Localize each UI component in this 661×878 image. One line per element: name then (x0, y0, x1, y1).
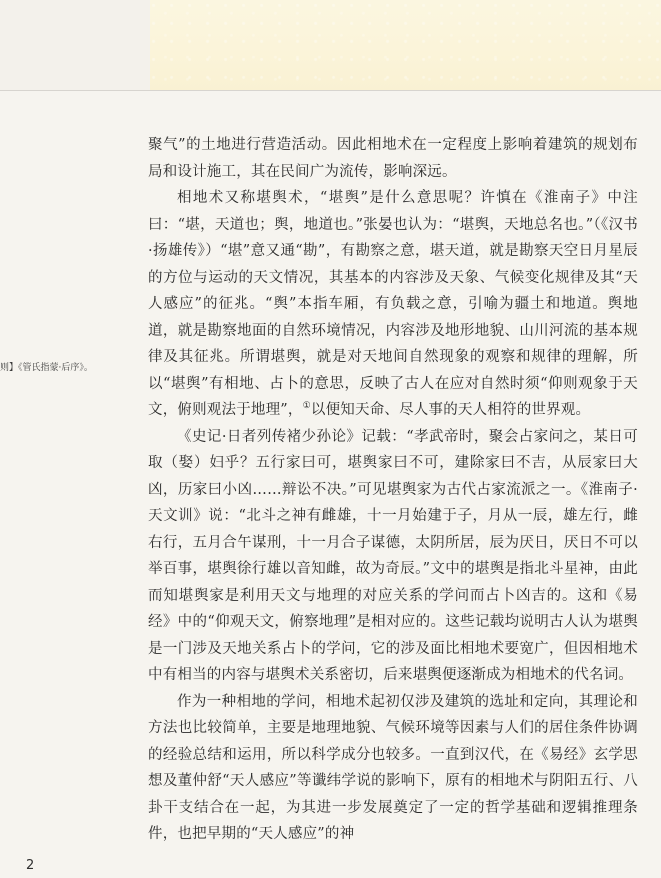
top-decorative-band (0, 0, 661, 90)
paragraph: 聚气”的土地进行营造活动。因此相地术在一定程度上影响着建筑的规划布局和设计施工，其在民间广为流传，影响深远。 (148, 137, 638, 180)
top-texture-panel (150, 0, 661, 90)
paragraph: 《史记·日者列传褚少孙论》记载：“孝武帝时，聚会占家问之，某日可取（娶）妇乎？五行家曰可，堪舆家曰不可，建除家曰不吉，从辰家曰大凶，历家曰小凶……辩讼不决。”可见堪舆家为古代占家流派之一。《淮南子·天文训》说：“北斗之神有雌雄，十一月始建于子，月从一辰，雄左行，雌右行，五月合午谋刑，十一月合子谋德，太阴所居，辰为厌日，厌日不可以举百事，堪舆徐行雄以音知雌，故为奇辰。”文中的堪舆是指北斗星神，由此而知堪舆家是利用天文与地理的对应关系的学问而占卜凶吉的。这和《易经》中的“仰观天文，俯察地理”是相对应的。这些记载均说明古人认为堪舆是一门涉及天地关系占卜的学问，它的涉及面比相地术要宽广，但因相地术中有相当的内容与堪舆术关系密切，后来堪舆便逐渐成为相地术的代名词。 (148, 428, 638, 683)
margin-footnote: 则】《管氏指蒙·后序》。 (0, 363, 93, 373)
body-text (148, 132, 638, 848)
header-rule (0, 90, 661, 91)
page-number: 2 (26, 858, 35, 873)
paragraph (148, 185, 638, 424)
paragraph-text: 相地术又称堪舆术，“堪舆”是什么意思呢？许慎在《淮南子》中注曰：“堪，天道也；舆，地道也。”张晏也认为：“堪舆，天地总名也。”（《汉书·扬雄传》）“堪”意又通“勘”，有勘察之意，堪天道，就是勘察天空日月星辰的方位与运动的天文情况，其基本的内容涉及天象、气候变化规律及其“天人感应”的征兆。“舆”本指车厢，有负载之意，引喻为疆土和地道。舆地道，就是勘察地面的自然环境情况，内容涉及地形地貌、山川河流的基本规律及其征兆。所谓堪舆，就是对天地间自然现象的观察和规律的理解，所以“堪舆”有相地、占卜的意思，反映了古人在应对自然时须“仰则观象于天文，俯则观法于地理”， (148, 190, 638, 418)
paragraph-text-tail: 以便知天命、尽人事的天人相符的世界观。 (310, 402, 591, 418)
footnote-marker: ① (302, 401, 311, 412)
paragraph: 作为一种相地的学问，相地术起初仅涉及建筑的选址和定向，其理论和方法也比较简单，主要是地理地貌、气候环境等因素与人们的居住条件协调的经验总结和运用，所以科学成分也较多。一直到汉代，在《易经》玄学思想及董仲舒“天人感应”等谶纬学说的影响下，原有的相地术与阴阳五行、八卦干支结合在一起，为其进一步发展奠定了一定的哲学基础和逻辑推理条件，也把早期的“天人感应”的神 (148, 693, 638, 842)
